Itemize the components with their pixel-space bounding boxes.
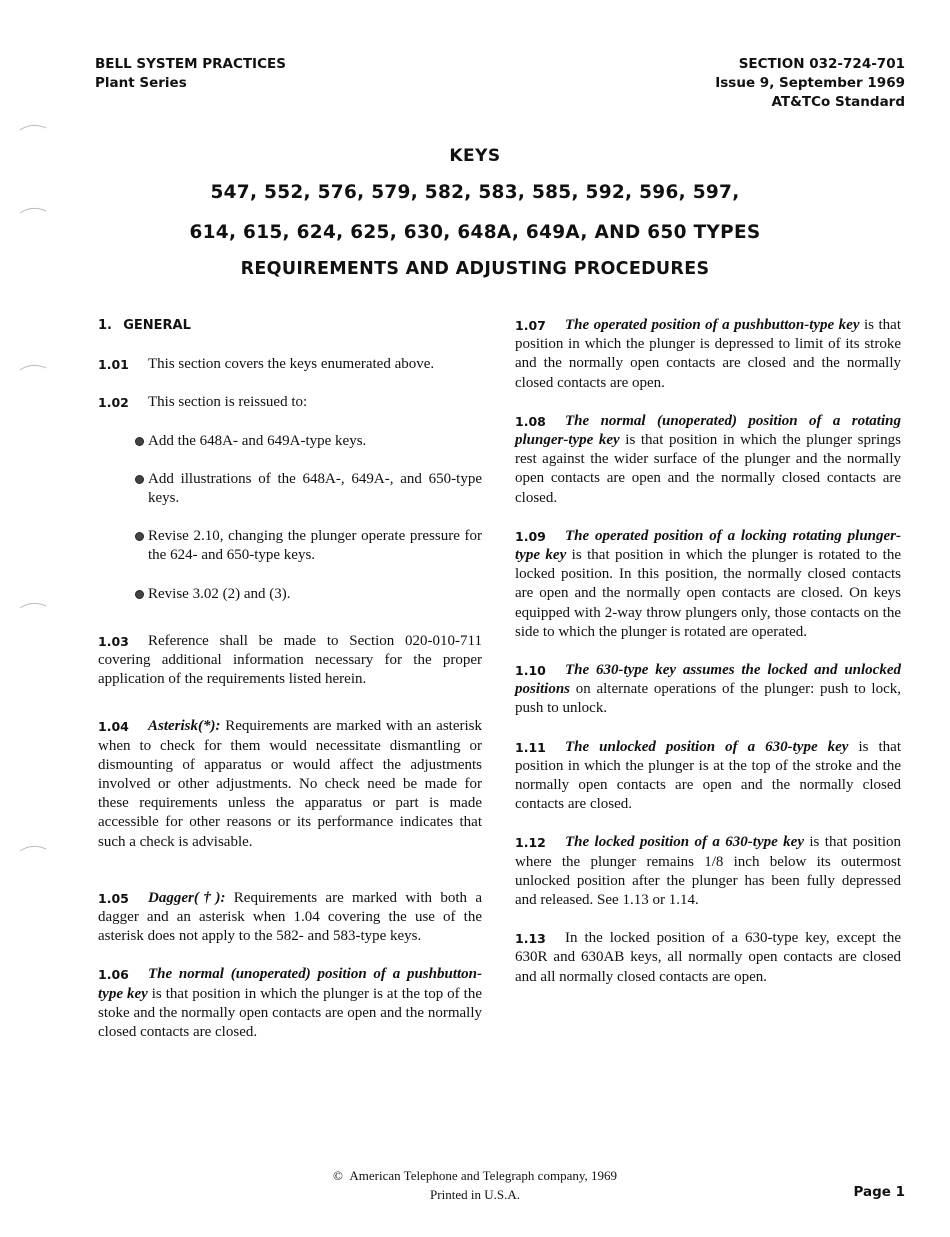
header-left	[95, 55, 286, 93]
paragraph-1-13	[515, 929, 901, 987]
paragraph-text: is that position in which the plunger springs rest against the wider surface of the plunger and the normally open contacts are open and the normally closed contacts are closed.	[515, 432, 901, 506]
section-heading	[98, 316, 482, 335]
paragraph-text: is that position in which the plunger is at the top of the stroke and the normally open contacts are open and the normally closed contacts are closed.	[515, 738, 901, 813]
right-column	[515, 316, 901, 987]
page-number: Page 1	[853, 1184, 905, 1200]
paragraph-1-07	[515, 316, 901, 393]
paragraph-text: Requirements are marked with both a dagger and an asterisk when 1.04 covering the use of the asterisk does not apply to the 582- and 583-type keys.	[98, 889, 482, 945]
paragraph-1-02	[98, 393, 482, 412]
paragraph-number: 1.11	[515, 739, 546, 755]
paragraph-1-12	[515, 833, 901, 910]
paragraph-number: 1.03	[98, 633, 129, 649]
bullet-item	[98, 432, 482, 451]
copyright-icon: ©	[333, 1168, 343, 1183]
document-subtitle: REQUIREMENTS AND ADJUSTING PROCEDURES	[240, 259, 710, 279]
copyright-text: American Telephone and Telegraph company, 1969	[349, 1168, 617, 1183]
paragraph-text: is that position in which the plunger is rotated to the locked position. In this position, the normally closed contacts are open and the normally open contacts are closed. On keys equipped with 2-way throw plungers only, those contacts on the side to which the plunger is rotated are operated.	[515, 547, 901, 640]
left-column	[98, 316, 482, 1042]
section-number: SECTION 032-724-701	[738, 56, 905, 72]
paragraph-number: 1.13	[515, 931, 546, 947]
scan-artifact	[18, 122, 48, 124]
scan-artifact	[18, 600, 48, 602]
paragraph-text: is that position in which the plunger is at the top of the stoke and the normally open contacts are open and the normally closed contacts are closed.	[98, 985, 482, 1041]
paragraph-1-09	[515, 527, 901, 642]
paragraph-lead: The 630-type key assumes the locked and unlocked positions	[515, 662, 901, 698]
series-title: BELL SYSTEM PRACTICES	[95, 56, 286, 72]
paragraph-lead: The normal (unoperated) position of a pushbutton-type key	[98, 966, 482, 1002]
paragraph-number: 1.09	[515, 528, 546, 544]
scan-artifact	[18, 362, 48, 364]
bullet-text: Revise 2.10, changing the plunger operate pressure for the 624- and 650-type keys.	[148, 528, 482, 564]
paragraph-1-05	[98, 889, 482, 947]
paragraph-number: 1.10	[515, 663, 546, 679]
header-right	[715, 55, 905, 112]
paragraph-text: is that position where the plunger remains 1/8 inch below its outermost unlocked position after the plunger has been fully depressed and released. See 1.13 or 1.14.	[515, 834, 901, 909]
scan-artifact	[18, 843, 48, 845]
title-key-list-2: 614, 615, 624, 625, 630, 648A, 649A, AND 650 TYPES	[189, 222, 761, 243]
paragraph-text: In the locked position of a 630-type key, except the 630R and 630AB keys, all normally open contacts are closed and all normally closed contacts are open.	[515, 930, 901, 985]
paragraph-number: 1.01	[98, 357, 129, 373]
paragraph-1-03	[98, 632, 482, 690]
bullet-text: Revise 3.02 (2) and (3).	[148, 585, 291, 602]
issue-date: Issue 9, September 1969	[715, 75, 905, 91]
paragraph-text: This section covers the keys enumerated above.	[148, 356, 435, 373]
paragraph-text: This section is reissued to:	[148, 394, 308, 411]
paragraph-number: 1.04	[98, 719, 129, 735]
paragraph-1-08	[515, 412, 901, 508]
paragraph-1-01	[98, 355, 482, 374]
bullet-item	[98, 585, 482, 604]
paragraph-lead: The normal (unoperated) position of a rotating plunger-type key	[515, 412, 901, 449]
paragraph-number: 1.12	[515, 835, 546, 851]
bullet-text: Add illustrations of the 648A-, 649A-, and 650-type keys.	[148, 470, 482, 507]
footer-copyright	[0, 1166, 950, 1204]
bullet-item	[98, 470, 482, 508]
bullet-icon	[135, 590, 144, 599]
paragraph-1-06	[98, 965, 482, 1042]
paragraph-lead: Asterisk(*):	[148, 718, 221, 735]
paragraph-number: 1.05	[98, 890, 129, 906]
paragraph-lead: The locked position of a 630-type key	[565, 834, 804, 851]
standard-label: AT&TCo Standard	[771, 94, 905, 110]
section-heading-text: GENERAL	[123, 318, 191, 333]
paragraph-lead: Dagger(†):	[148, 889, 226, 906]
section-heading-number: 1.	[98, 318, 112, 333]
paragraph-lead: The operated position of a pushbutton-type key	[565, 317, 860, 333]
paragraph-number: 1.07	[515, 318, 546, 333]
paragraph-1-10	[515, 661, 901, 719]
paragraph-number: 1.08	[515, 413, 546, 429]
printed-in: Printed in U.S.A.	[430, 1187, 520, 1202]
bullet-icon	[135, 437, 144, 446]
paragraph-lead: The operated position of a locking rotating plunger-type key	[515, 527, 901, 564]
paragraph-lead: The unlocked position of a 630-type key	[565, 738, 849, 755]
bullet-text: Add the 648A- and 649A-type keys.	[148, 432, 367, 449]
paragraph-1-11	[515, 738, 901, 815]
paragraph-number: 1.02	[98, 395, 129, 411]
scan-artifact	[18, 205, 48, 207]
paragraph-text: on alternate operations of the plunger: push to lock, push to unlock.	[515, 681, 901, 717]
title-key-list-1: 547, 552, 576, 579, 582, 583, 585, 592, 596, 597,	[210, 182, 740, 203]
bullet-icon	[135, 475, 144, 484]
paragraph-1-04	[98, 717, 482, 851]
paragraph-text: Requirements are marked with an asterisk when to check for them would necessitate dismantling or dismounting of apparatus or would affect the adjustments involved or other adjustments. No check need be made for these requirements unless the apparatus or part is made accessible for other reasons or its performance indicates that such a check is advisable.	[98, 718, 482, 850]
bullet-item	[98, 527, 482, 565]
series-subtitle: Plant Series	[95, 75, 187, 91]
bullet-icon	[135, 532, 144, 541]
paragraph-text: Reference shall be made to Section 020-010-711 covering additional information necessary for the proper application of the requirements listed herein.	[98, 632, 482, 688]
paragraph-number: 1.06	[98, 967, 129, 983]
paragraph-text: is that position in which the plunger is depressed to limit of its stroke and the normally open contacts are closed and the normally closed contacts are open.	[515, 317, 901, 391]
document-title: KEYS	[449, 146, 501, 166]
